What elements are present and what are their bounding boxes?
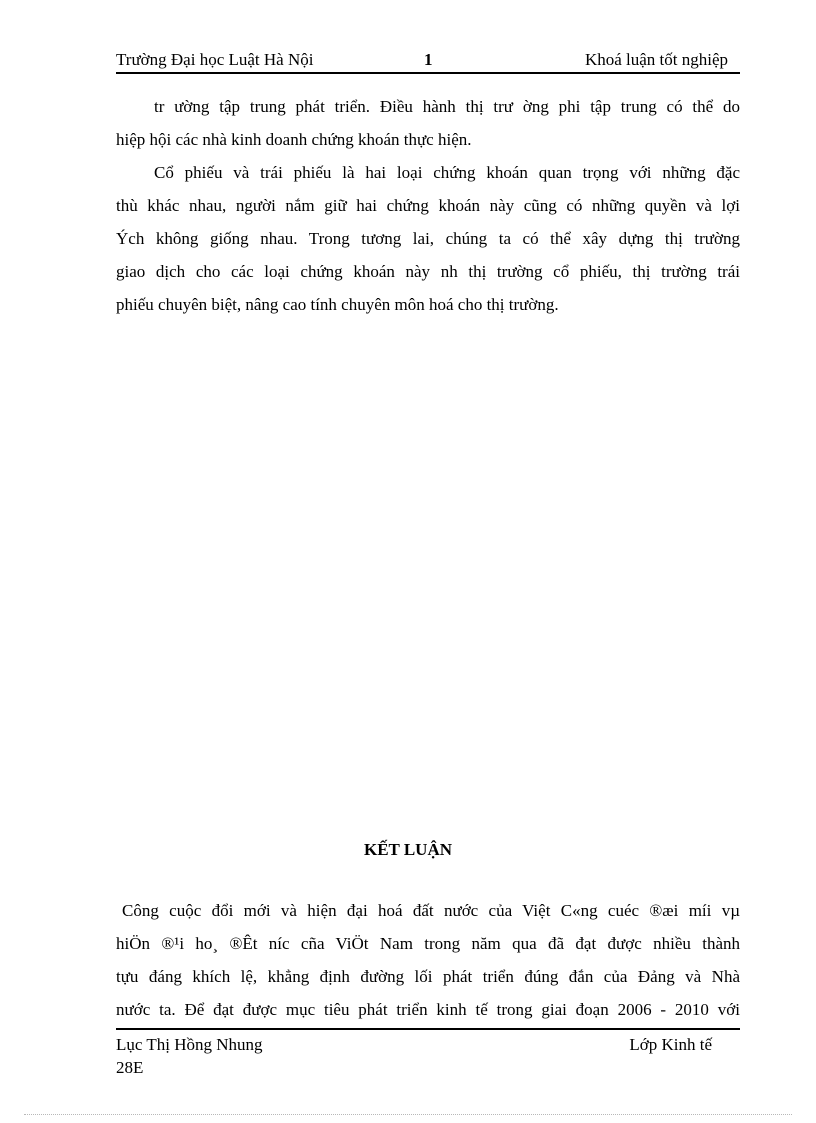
- page-header: [116, 48, 740, 74]
- footer-author: Lục Thị Hồng Nhung: [116, 1035, 263, 1054]
- page-footer: [116, 1028, 740, 1090]
- header-thesis-label: Khoá luận tốt nghiệp: [584, 50, 728, 69]
- text-line: thù khác nhau, người nắm giữ hai chứng khoán này cũng có những quyền và lợi: [116, 196, 740, 215]
- text-line: Ých không giống nhau. Trong tương lai, chúng ta có thể xây dựng thị trường: [116, 229, 740, 248]
- page-bottom-divider: [24, 1114, 792, 1115]
- text-line: tựu đáng khích lệ, khẳng định đường lối phát triển đúng đắn của Đảng và Nhà: [116, 967, 740, 986]
- header-page-number: 1: [424, 50, 433, 69]
- footer-class-label: Lớp Kinh tế: [629, 1035, 712, 1054]
- text-line: tr ường tập trung phát triển. Điều hành thị trư ờng phi tập trung có thể do: [154, 97, 740, 116]
- text-line: giao dịch cho các loại chứng khoán này nh thị trường cổ phiếu, thị trường trái: [116, 262, 740, 281]
- text-line: Công cuộc đổi mới và hiện đại hoá đất nước của Việt C«ng cuéc ®æi míi vµ: [122, 901, 740, 920]
- text-line: hiÖn ®¹i ho¸ ®Êt níc cña ViÖt Nam trong năm qua đã đạt được nhiều thành: [116, 934, 740, 953]
- paragraph-conclusion: [116, 894, 740, 1026]
- text-line: Cổ phiếu và trái phiếu là hai loại chứng khoán quan trọng với những đặc: [154, 163, 740, 182]
- text-line: hiệp hội các nhà kinh doanh chứng khoán thực hiện.: [116, 130, 472, 149]
- conclusion-heading: KẾT LUẬN: [363, 840, 452, 859]
- paragraph-market-operation: [116, 90, 740, 156]
- text-line: phiếu chuyên biệt, nâng cao tính chuyên môn hoá cho thị trường.: [116, 295, 559, 314]
- header-university: Trường Đại học Luật Hà Nội: [116, 50, 314, 69]
- footer-class-code: 28E: [116, 1058, 144, 1077]
- paragraph-stocks-bonds: [116, 156, 740, 321]
- text-line: nước ta. Để đạt được mục tiêu phát triển kinh tế trong giai đoạn 2006 - 2010 với: [116, 1000, 740, 1019]
